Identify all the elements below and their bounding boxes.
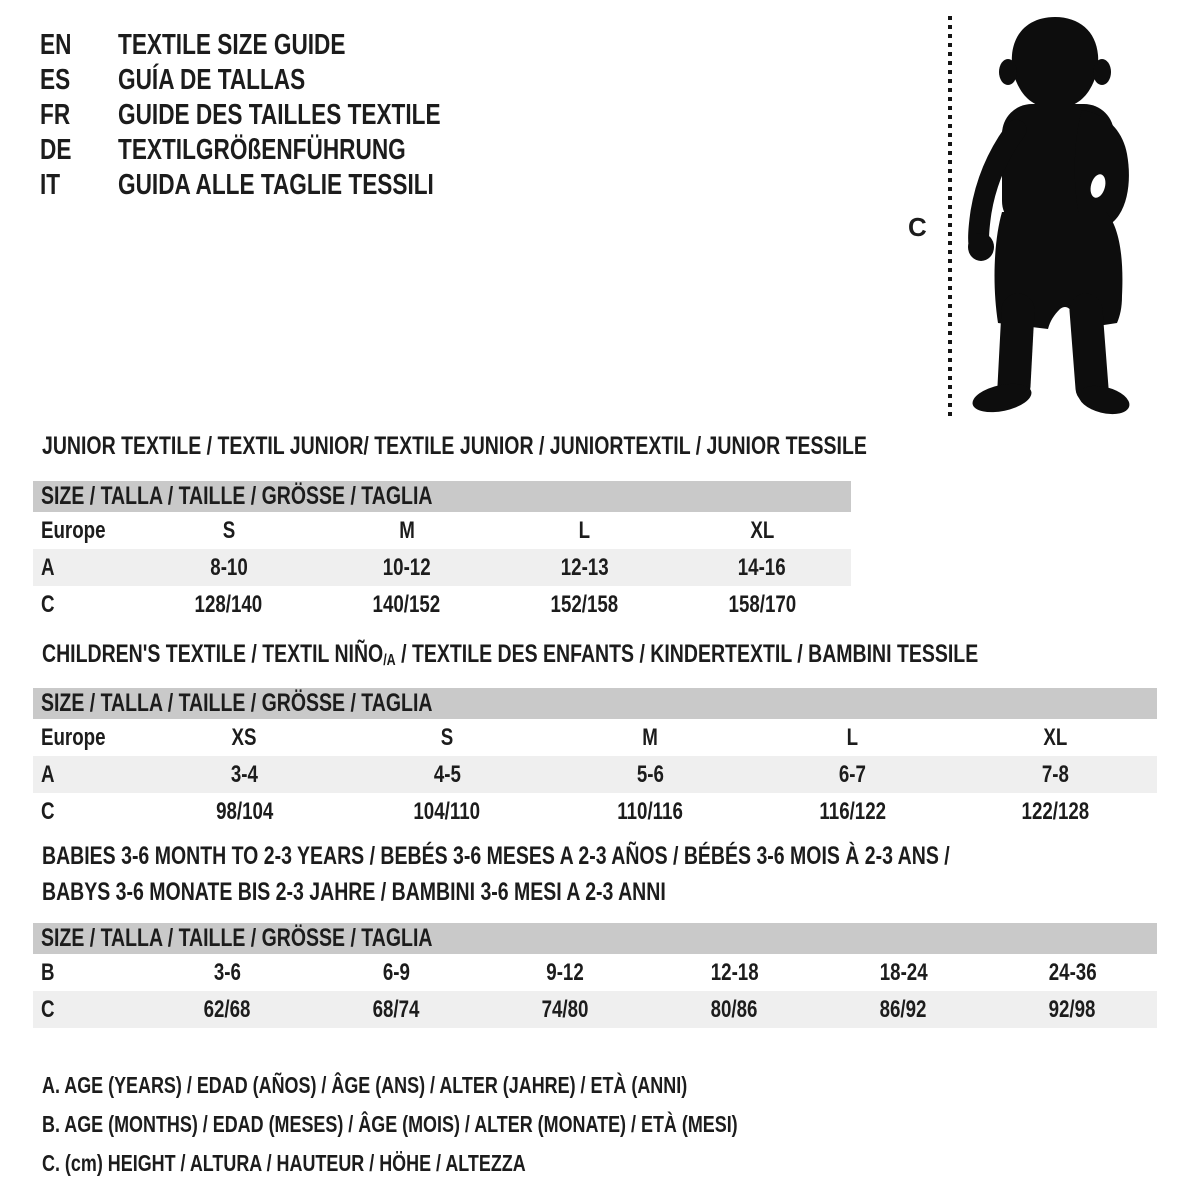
- value-cell: XL: [750, 516, 775, 544]
- value-cell: 110/116: [617, 797, 683, 825]
- measure-legend: [42, 1066, 934, 1183]
- table-row: [33, 512, 851, 549]
- value-cell: 128/140: [195, 590, 263, 618]
- row-label-cell: C: [41, 995, 55, 1023]
- value-cell: 74/80: [542, 995, 589, 1023]
- value-cell: XS: [231, 723, 257, 751]
- table-row: [33, 549, 851, 586]
- value-cell: S: [222, 516, 236, 544]
- language-row: [40, 28, 532, 63]
- value-cell: 3-6: [213, 958, 242, 986]
- value-cell: 14-16: [738, 553, 787, 581]
- value-cell: L: [847, 723, 859, 751]
- junior-section-heading: [42, 432, 1100, 460]
- value-cell: 9-12: [546, 958, 585, 986]
- value-cell: M: [642, 723, 658, 751]
- language-row: [40, 168, 532, 203]
- value-cell: XL: [1043, 723, 1068, 751]
- value-cell: 7-8: [1042, 760, 1070, 788]
- value-cell: 92/98: [1049, 995, 1096, 1023]
- value-cell: 3-4: [230, 760, 258, 788]
- size-header-bar: [33, 481, 851, 512]
- table-row: [33, 793, 1157, 830]
- junior-section-heading-text: JUNIOR TEXTILE / TEXTIL JUNIOR/ TEXTILE JUNIOR / JUNIORTEXTIL / JUNIOR TESSILE: [42, 432, 867, 460]
- language-row: [40, 63, 532, 98]
- table-row: [33, 991, 1157, 1028]
- language-row: [40, 98, 532, 133]
- language-guide-title: TEXTILE SIZE GUIDE: [118, 29, 346, 61]
- language-guide-title: GUIDA ALLE TAGLIE TESSILI: [118, 169, 434, 201]
- value-cell: 5-6: [636, 760, 664, 788]
- value-cell: 6-7: [839, 760, 867, 788]
- language-code: ES: [40, 64, 71, 96]
- table-row: [33, 719, 1157, 756]
- junior-size-table: [33, 481, 851, 623]
- size-header-label: SIZE / TALLA / TAILLE / GRÖSSE / TAGLIA: [41, 482, 433, 510]
- value-cell: 152/158: [550, 590, 619, 618]
- value-cell: 116/122: [819, 797, 887, 825]
- value-cell: 122/128: [1021, 797, 1090, 825]
- row-label-cell: C: [41, 590, 55, 618]
- language-code: FR: [40, 99, 71, 131]
- nino-a-subscript: /A: [383, 652, 396, 669]
- value-cell: 24-36: [1048, 958, 1097, 986]
- value-cell: 98/104: [215, 797, 274, 825]
- value-cell: 62/68: [204, 995, 251, 1023]
- legend-line: A. AGE (YEARS) / EDAD (AÑOS) / ÂGE (ANS) / ALTER (JAHRE) / ETÀ (ANNI): [42, 1072, 688, 1098]
- value-cell: S: [440, 723, 454, 751]
- figure-height-label: C: [908, 212, 927, 242]
- value-cell: 4-5: [433, 760, 461, 788]
- language-row: [40, 133, 532, 168]
- value-cell: 12-18: [710, 958, 759, 986]
- value-cell: 18-24: [879, 958, 928, 986]
- height-dashed-line: [948, 16, 952, 416]
- value-cell: 158/170: [728, 590, 796, 618]
- children-section-heading-text: CHILDREN'S TEXTILE / TEXTIL NIÑO/A / TEXTILE DES ENFANTS / KINDERTEXTIL / BAMBINI TESSILE: [42, 640, 979, 669]
- value-cell: M: [398, 516, 415, 544]
- table-row: [33, 756, 1157, 793]
- size-header-bar: [33, 688, 1157, 719]
- language-guide-title: GUIDE DES TAILLES TEXTILE: [118, 99, 441, 131]
- row-label-cell: A: [41, 760, 55, 788]
- value-cell: 86/92: [880, 995, 927, 1023]
- language-title-list: [40, 28, 532, 203]
- value-cell: 6-9: [382, 958, 411, 986]
- babies-size-table: [33, 923, 1157, 1028]
- row-label-cell: Europe: [41, 723, 106, 751]
- row-label-cell: A: [41, 553, 55, 581]
- babies-section-heading: [42, 838, 1200, 910]
- babies-heading-line2: BABYS 3-6 MONATE BIS 2-3 JAHRE / BAMBINI 3-6 MESI A 2-3 ANNI: [42, 878, 666, 906]
- size-header-label: SIZE / TALLA / TAILLE / GRÖSSE / TAGLIA: [41, 924, 433, 952]
- babies-heading-line1: BABIES 3-6 MONTH TO 2-3 YEARS / BEBÉS 3-6 MESES A 2-3 AÑOS / BÉBÉS 3-6 MOIS À 2-3 ANS /: [42, 842, 950, 870]
- value-cell: 80/86: [711, 995, 758, 1023]
- value-cell: 12-13: [560, 553, 609, 581]
- value-cell: 10-12: [382, 553, 431, 581]
- table-row: [33, 586, 851, 623]
- language-guide-title: TEXTILGRÖßENFÜHRUNG: [118, 134, 406, 166]
- size-header-label: SIZE / TALLA / TAILLE / GRÖSSE / TAGLIA: [41, 689, 433, 717]
- row-label-cell: C: [41, 797, 55, 825]
- legend-line: C. (cm) HEIGHT / ALTURA / HAUTEUR / HÖHE / ALTEZZA: [42, 1150, 526, 1176]
- legend-line: B. AGE (MONTHS) / EDAD (MESES) / ÂGE (MOIS) / ALTER (MONATE) / ETÀ (MESI): [42, 1111, 738, 1137]
- language-code: EN: [40, 29, 72, 61]
- value-cell: 8-10: [210, 553, 248, 581]
- value-cell: L: [578, 516, 591, 544]
- children-size-table: [33, 688, 1157, 830]
- row-label-cell: Europe: [41, 516, 106, 544]
- value-cell: 68/74: [373, 995, 420, 1023]
- row-label-cell: B: [41, 958, 55, 986]
- value-cell: 104/110: [413, 797, 481, 825]
- children-section-heading: [42, 640, 1200, 675]
- language-code: IT: [40, 169, 61, 201]
- toddler-silhouette-icon: [962, 14, 1137, 419]
- value-cell: 140/152: [372, 590, 441, 618]
- size-header-bar: [33, 923, 1157, 954]
- language-code: DE: [40, 134, 72, 166]
- language-guide-title: GUÍA DE TALLAS: [118, 64, 306, 96]
- table-row: [33, 954, 1157, 991]
